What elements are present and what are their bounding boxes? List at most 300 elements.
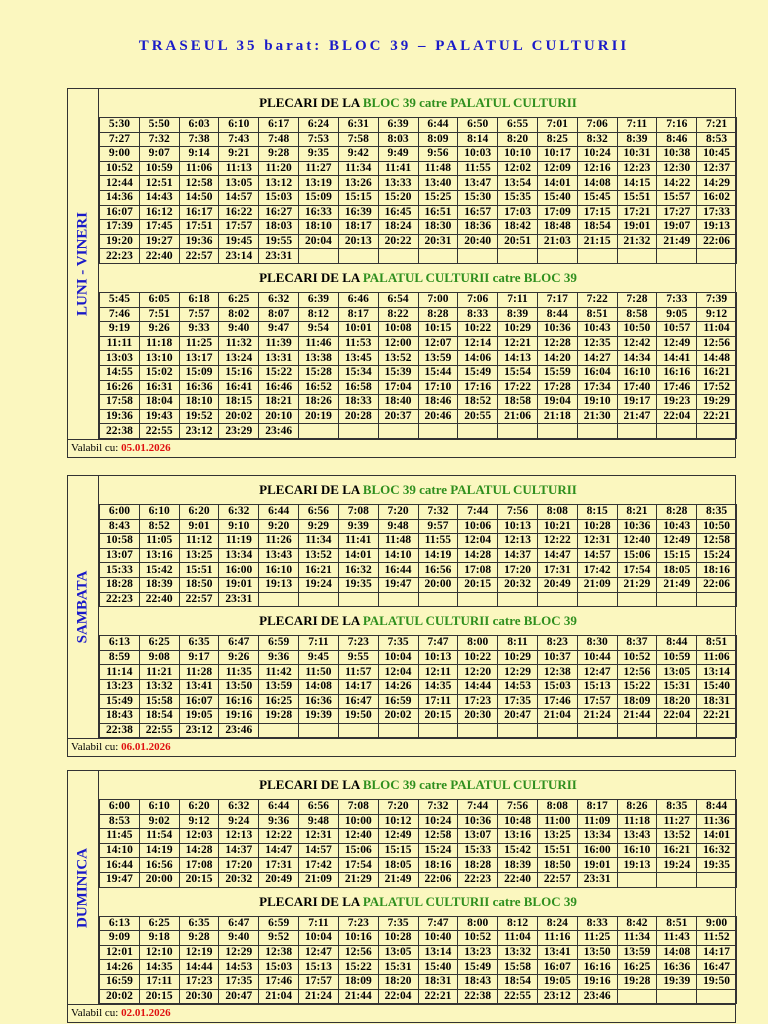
time-cell: 14:13 bbox=[498, 351, 538, 366]
time-cell: 14:37 bbox=[219, 843, 259, 858]
time-cell: 15:09 bbox=[299, 190, 339, 205]
time-cell: 16:31 bbox=[139, 380, 179, 395]
time-cell: 16:16 bbox=[657, 365, 697, 380]
time-cell: 15:44 bbox=[418, 365, 458, 380]
time-cell: 6:24 bbox=[299, 118, 339, 133]
time-cell: 14:01 bbox=[537, 176, 577, 191]
time-cell: 20:47 bbox=[219, 989, 259, 1004]
time-cell: 16:21 bbox=[697, 365, 737, 380]
time-cell: 20:22 bbox=[378, 234, 418, 249]
time-cell: 6:17 bbox=[259, 118, 299, 133]
time-cell: 17:42 bbox=[577, 563, 617, 578]
time-cell: 23:31 bbox=[577, 872, 617, 887]
time-cell: 9:14 bbox=[179, 147, 219, 162]
time-cell: 16:21 bbox=[657, 843, 697, 858]
time-cell: 18:28 bbox=[458, 858, 498, 873]
time-cell: 11:25 bbox=[577, 931, 617, 946]
time-cell: 7:46 bbox=[100, 307, 140, 322]
schedule-frame bbox=[67, 770, 736, 1005]
time-cell: 7:22 bbox=[577, 292, 617, 307]
time-cell: 21:29 bbox=[617, 577, 657, 592]
time-cell: 9:00 bbox=[100, 147, 140, 162]
time-cell: 21:30 bbox=[577, 409, 617, 424]
time-cell: 15:51 bbox=[179, 563, 219, 578]
time-cell: 7:16 bbox=[657, 118, 697, 133]
time-cell: 13:25 bbox=[537, 829, 577, 844]
time-cell: 7:44 bbox=[458, 505, 498, 520]
time-cell: 8:23 bbox=[537, 636, 577, 651]
time-cell: 8:52 bbox=[139, 519, 179, 534]
table-row bbox=[100, 424, 737, 439]
table-row bbox=[100, 989, 737, 1004]
time-cell: 19:17 bbox=[617, 395, 657, 410]
time-cell: 11:04 bbox=[697, 322, 737, 337]
time-cell: 20:15 bbox=[179, 872, 219, 887]
time-cell: 6:47 bbox=[219, 636, 259, 651]
time-cell: 10:50 bbox=[697, 519, 737, 534]
time-cell: 22:04 bbox=[378, 989, 418, 1004]
time-cell: 7:38 bbox=[179, 132, 219, 147]
time-cell: 16:41 bbox=[219, 380, 259, 395]
time-cell: 10:43 bbox=[577, 322, 617, 337]
time-cell: 7:06 bbox=[458, 292, 498, 307]
time-cell: 10:52 bbox=[617, 650, 657, 665]
table-row bbox=[100, 679, 737, 694]
time-cell: 9:08 bbox=[139, 650, 179, 665]
time-cell: 19:50 bbox=[338, 709, 378, 724]
time-cell: 9:35 bbox=[299, 147, 339, 162]
time-cell: 8:43 bbox=[100, 519, 140, 534]
time-cell: 17:08 bbox=[458, 563, 498, 578]
time-cell: 14:53 bbox=[219, 960, 259, 975]
time-cell: 10:52 bbox=[100, 161, 140, 176]
header-route: PALATUL CULTURII catre BLOC 39 bbox=[362, 613, 577, 629]
time-cell: 19:16 bbox=[219, 709, 259, 724]
time-cell: 19:10 bbox=[577, 395, 617, 410]
time-cell: 13:19 bbox=[299, 176, 339, 191]
time-cell: 13:17 bbox=[179, 351, 219, 366]
time-cell: 18:43 bbox=[458, 974, 498, 989]
time-cell: 15:49 bbox=[458, 365, 498, 380]
time-cell: 17:27 bbox=[657, 205, 697, 220]
time-cell: 15:03 bbox=[259, 960, 299, 975]
time-cell: 9:02 bbox=[139, 814, 179, 829]
time-cell: 13:14 bbox=[697, 665, 737, 680]
time-cell: 9:36 bbox=[259, 650, 299, 665]
time-cell: 15:51 bbox=[617, 190, 657, 205]
time-cell: 19:55 bbox=[259, 234, 299, 249]
time-cell: 12:47 bbox=[299, 945, 339, 960]
time-cell: 10:59 bbox=[657, 650, 697, 665]
time-cell: 6:31 bbox=[338, 118, 378, 133]
time-cell: 15:20 bbox=[378, 190, 418, 205]
time-cell: 15:30 bbox=[458, 190, 498, 205]
time-cell: 12:10 bbox=[139, 945, 179, 960]
time-cell: 14:47 bbox=[537, 548, 577, 563]
time-cell: 20:02 bbox=[100, 989, 140, 1004]
time-cell: 15:13 bbox=[299, 960, 339, 975]
time-cell: 22:55 bbox=[139, 424, 179, 439]
time-cell: 16:10 bbox=[617, 365, 657, 380]
time-cell: 12:14 bbox=[458, 336, 498, 351]
day-label-cell bbox=[68, 771, 99, 1004]
time-cell: 22:55 bbox=[139, 723, 179, 738]
time-cell: 11:41 bbox=[378, 161, 418, 176]
time-cell: 12:58 bbox=[418, 829, 458, 844]
time-cell bbox=[299, 249, 339, 264]
time-cell: 18:16 bbox=[418, 858, 458, 873]
time-cell: 9:40 bbox=[219, 322, 259, 337]
time-cell: 10:29 bbox=[498, 322, 538, 337]
time-cell: 5:45 bbox=[100, 292, 140, 307]
time-cell: 18:09 bbox=[617, 694, 657, 709]
time-cell: 19:01 bbox=[577, 858, 617, 873]
time-cell: 14:55 bbox=[100, 365, 140, 380]
time-cell: 12:23 bbox=[617, 161, 657, 176]
time-cell bbox=[537, 424, 577, 439]
header-prefix: PLECARI DE LA bbox=[259, 482, 360, 497]
time-cell: 16:32 bbox=[697, 843, 737, 858]
time-cell: 9:19 bbox=[100, 322, 140, 337]
time-cell: 20:51 bbox=[498, 234, 538, 249]
time-cell: 18:05 bbox=[657, 563, 697, 578]
time-cell bbox=[259, 592, 299, 607]
time-cell: 18:24 bbox=[378, 220, 418, 235]
header-prefix: PLECARI DE LA bbox=[259, 893, 360, 909]
time-cell: 13:52 bbox=[299, 548, 339, 563]
time-cell: 6:10 bbox=[139, 800, 179, 815]
time-cell: 22:57 bbox=[537, 872, 577, 887]
time-cell: 9:05 bbox=[657, 307, 697, 322]
time-cell: 16:25 bbox=[259, 694, 299, 709]
day-label-cell bbox=[68, 89, 99, 439]
time-cell: 20:30 bbox=[458, 709, 498, 724]
time-cell: 5:50 bbox=[139, 118, 179, 133]
time-cell: 6:32 bbox=[219, 800, 259, 815]
time-cell: 6:20 bbox=[179, 505, 219, 520]
table-row bbox=[100, 519, 737, 534]
time-cell: 13:41 bbox=[537, 945, 577, 960]
time-cell: 13:43 bbox=[259, 548, 299, 563]
time-cell: 11:36 bbox=[697, 814, 737, 829]
time-cell: 10:36 bbox=[617, 519, 657, 534]
time-cell bbox=[299, 592, 339, 607]
time-cell: 10:29 bbox=[498, 650, 538, 665]
time-cell: 15:24 bbox=[418, 843, 458, 858]
time-cell: 16:47 bbox=[697, 960, 737, 975]
time-cell bbox=[299, 723, 339, 738]
table-row bbox=[100, 665, 737, 680]
time-cell: 10:04 bbox=[378, 650, 418, 665]
table-row bbox=[100, 960, 737, 975]
time-cell: 22:21 bbox=[697, 409, 737, 424]
time-cell: 23:46 bbox=[219, 723, 259, 738]
time-cell bbox=[697, 989, 737, 1004]
time-cell: 6:20 bbox=[179, 800, 219, 815]
time-cell: 16:25 bbox=[617, 960, 657, 975]
time-cell: 21:32 bbox=[617, 234, 657, 249]
time-cell: 11:14 bbox=[100, 665, 140, 680]
time-cell: 21:18 bbox=[537, 409, 577, 424]
table-row bbox=[100, 118, 737, 133]
table-row bbox=[100, 147, 737, 162]
time-cell: 18:42 bbox=[498, 220, 538, 235]
time-cell: 7:44 bbox=[458, 800, 498, 815]
time-cell bbox=[498, 592, 538, 607]
time-cell: 14:01 bbox=[338, 548, 378, 563]
time-cell: 13:07 bbox=[458, 829, 498, 844]
time-cell: 6:55 bbox=[498, 118, 538, 133]
time-cell: 19:35 bbox=[338, 577, 378, 592]
time-cell: 10:15 bbox=[418, 322, 458, 337]
time-cell: 15:06 bbox=[617, 548, 657, 563]
time-cell: 17:31 bbox=[259, 858, 299, 873]
time-cell: 20:10 bbox=[259, 409, 299, 424]
time-cell: 14:36 bbox=[100, 190, 140, 205]
time-cell: 19:36 bbox=[100, 409, 140, 424]
table-row bbox=[100, 577, 737, 592]
time-cell: 19:05 bbox=[179, 709, 219, 724]
time-cell: 16:56 bbox=[418, 563, 458, 578]
time-cell: 8:03 bbox=[378, 132, 418, 147]
time-cell bbox=[657, 592, 697, 607]
time-cell: 17:39 bbox=[100, 220, 140, 235]
time-cell: 11:34 bbox=[338, 161, 378, 176]
time-cell: 9:33 bbox=[179, 322, 219, 337]
time-cell: 7:11 bbox=[299, 916, 339, 931]
time-cell: 22:23 bbox=[458, 872, 498, 887]
time-cell: 7:32 bbox=[139, 132, 179, 147]
time-cell: 7:08 bbox=[338, 800, 378, 815]
time-cell: 17:31 bbox=[537, 563, 577, 578]
time-cell: 17:11 bbox=[139, 974, 179, 989]
time-cell: 14:35 bbox=[418, 679, 458, 694]
time-cell: 8:02 bbox=[219, 307, 259, 322]
time-cell: 10:59 bbox=[139, 161, 179, 176]
time-cell bbox=[657, 723, 697, 738]
time-cell: 8:51 bbox=[697, 636, 737, 651]
time-cell: 12:28 bbox=[537, 336, 577, 351]
time-cell: 23:12 bbox=[179, 424, 219, 439]
time-cell: 15:22 bbox=[617, 679, 657, 694]
time-cell: 8:00 bbox=[458, 636, 498, 651]
time-cell: 11:16 bbox=[537, 931, 577, 946]
time-cell: 20:32 bbox=[498, 577, 538, 592]
time-cell: 19:35 bbox=[697, 858, 737, 873]
table-row bbox=[100, 858, 737, 873]
time-cell: 13:47 bbox=[458, 176, 498, 191]
time-cell: 20:15 bbox=[139, 989, 179, 1004]
table-row bbox=[100, 176, 737, 191]
time-cell: 21:47 bbox=[617, 409, 657, 424]
time-cell: 20:00 bbox=[418, 577, 458, 592]
time-cell: 21:49 bbox=[657, 234, 697, 249]
time-cell: 15:15 bbox=[657, 548, 697, 563]
time-cell: 16:02 bbox=[697, 190, 737, 205]
time-cell: 10:37 bbox=[537, 650, 577, 665]
time-cell: 18:36 bbox=[458, 220, 498, 235]
time-cell: 11:48 bbox=[378, 534, 418, 549]
back-table bbox=[99, 916, 737, 1005]
time-cell: 17:10 bbox=[418, 380, 458, 395]
time-cell: 18:17 bbox=[338, 220, 378, 235]
time-cell: 19:13 bbox=[259, 577, 299, 592]
time-cell: 15:57 bbox=[657, 190, 697, 205]
time-cell: 12:49 bbox=[657, 534, 697, 549]
time-cell: 15:40 bbox=[418, 960, 458, 975]
time-cell: 15:42 bbox=[139, 563, 179, 578]
time-cell: 10:28 bbox=[378, 931, 418, 946]
time-cell: 11:43 bbox=[657, 931, 697, 946]
time-cell: 14:37 bbox=[498, 548, 538, 563]
time-cell: 12:07 bbox=[418, 336, 458, 351]
table-row bbox=[100, 829, 737, 844]
time-cell: 19:47 bbox=[378, 577, 418, 592]
time-cell: 11:19 bbox=[219, 534, 259, 549]
time-cell bbox=[498, 424, 538, 439]
time-cell: 21:09 bbox=[577, 577, 617, 592]
time-cell: 20:28 bbox=[338, 409, 378, 424]
time-cell: 16:04 bbox=[577, 365, 617, 380]
time-cell: 11:06 bbox=[697, 650, 737, 665]
back-header bbox=[99, 888, 737, 916]
time-cell: 14:08 bbox=[577, 176, 617, 191]
time-cell: 18:39 bbox=[139, 577, 179, 592]
page-title: TRASEUL 35 barat: BLOC 39 – PALATUL CULTURII bbox=[138, 38, 630, 54]
schedule-frame bbox=[67, 88, 736, 440]
time-cell: 17:11 bbox=[418, 694, 458, 709]
time-cell: 9:39 bbox=[338, 519, 378, 534]
out-header bbox=[99, 89, 737, 117]
valid-date: 06.01.2026 bbox=[121, 741, 171, 754]
time-cell: 10:13 bbox=[498, 519, 538, 534]
time-cell: 8:28 bbox=[418, 307, 458, 322]
time-cell: 12:35 bbox=[577, 336, 617, 351]
time-cell: 6:44 bbox=[259, 505, 299, 520]
time-cell: 18:50 bbox=[179, 577, 219, 592]
time-cell: 15:33 bbox=[100, 563, 140, 578]
time-cell: 22:06 bbox=[418, 872, 458, 887]
time-cell: 16:56 bbox=[139, 858, 179, 873]
time-cell: 9:10 bbox=[219, 519, 259, 534]
time-cell: 18:20 bbox=[378, 974, 418, 989]
time-cell: 13:03 bbox=[100, 351, 140, 366]
time-cell: 19:23 bbox=[657, 395, 697, 410]
time-cell: 12:21 bbox=[498, 336, 538, 351]
table-row bbox=[100, 161, 737, 176]
time-cell: 13:12 bbox=[259, 176, 299, 191]
time-cell: 6:10 bbox=[219, 118, 259, 133]
time-cell: 13:41 bbox=[179, 679, 219, 694]
time-cell: 22:23 bbox=[100, 592, 140, 607]
time-cell: 9:24 bbox=[219, 814, 259, 829]
time-cell: 6:44 bbox=[259, 800, 299, 815]
time-cell: 6:32 bbox=[259, 292, 299, 307]
time-cell bbox=[498, 249, 538, 264]
time-cell: 20:15 bbox=[418, 709, 458, 724]
time-cell: 18:28 bbox=[100, 577, 140, 592]
table-row bbox=[100, 322, 737, 337]
time-cell: 21:03 bbox=[537, 234, 577, 249]
time-cell: 8:15 bbox=[577, 505, 617, 520]
time-cell: 10:21 bbox=[537, 519, 577, 534]
time-cell: 16:59 bbox=[100, 974, 140, 989]
time-cell: 17:22 bbox=[498, 380, 538, 395]
time-cell: 6:00 bbox=[100, 800, 140, 815]
time-cell: 12:22 bbox=[537, 534, 577, 549]
time-cell: 8:20 bbox=[498, 132, 538, 147]
time-cell bbox=[378, 249, 418, 264]
time-cell: 23:46 bbox=[259, 424, 299, 439]
time-cell: 6:56 bbox=[299, 800, 339, 815]
time-cell: 14:28 bbox=[179, 843, 219, 858]
time-cell: 16:10 bbox=[259, 563, 299, 578]
time-cell: 17:45 bbox=[139, 220, 179, 235]
table-row bbox=[100, 636, 737, 651]
time-cell: 18:30 bbox=[418, 220, 458, 235]
time-cell: 16:07 bbox=[179, 694, 219, 709]
time-cell: 17:33 bbox=[697, 205, 737, 220]
time-cell: 7:06 bbox=[577, 118, 617, 133]
time-cell: 13:34 bbox=[219, 548, 259, 563]
time-cell: 11:12 bbox=[179, 534, 219, 549]
table-row bbox=[100, 365, 737, 380]
time-cell: 16:00 bbox=[577, 843, 617, 858]
time-cell: 12:56 bbox=[617, 665, 657, 680]
time-cell: 11:55 bbox=[458, 161, 498, 176]
time-cell: 18:04 bbox=[139, 395, 179, 410]
time-cell: 6:47 bbox=[219, 916, 259, 931]
table-row bbox=[100, 800, 737, 815]
table-row bbox=[100, 974, 737, 989]
time-cell: 15:24 bbox=[697, 548, 737, 563]
time-cell: 16:36 bbox=[299, 694, 339, 709]
time-cell: 16:36 bbox=[179, 380, 219, 395]
time-cell: 19:28 bbox=[259, 709, 299, 724]
time-cell: 15:22 bbox=[338, 960, 378, 975]
time-cell: 15:51 bbox=[537, 843, 577, 858]
time-cell: 8:21 bbox=[617, 505, 657, 520]
time-cell: 13:59 bbox=[617, 945, 657, 960]
table-row bbox=[100, 931, 737, 946]
time-cell bbox=[697, 592, 737, 607]
time-cell: 12:04 bbox=[378, 665, 418, 680]
time-cell: 17:20 bbox=[498, 563, 538, 578]
table-row bbox=[100, 534, 737, 549]
time-cell: 6:35 bbox=[179, 916, 219, 931]
time-cell: 19:50 bbox=[697, 974, 737, 989]
time-cell: 15:49 bbox=[458, 960, 498, 975]
table-row bbox=[100, 395, 737, 410]
time-cell: 13:05 bbox=[657, 665, 697, 680]
time-cell: 8:42 bbox=[617, 916, 657, 931]
time-cell: 13:33 bbox=[378, 176, 418, 191]
time-cell: 10:24 bbox=[418, 814, 458, 829]
time-cell: 18:31 bbox=[418, 974, 458, 989]
time-cell: 8:32 bbox=[577, 132, 617, 147]
time-cell: 18:46 bbox=[418, 395, 458, 410]
time-cell: 13:50 bbox=[219, 679, 259, 694]
time-cell: 9:09 bbox=[100, 931, 140, 946]
time-cell bbox=[617, 424, 657, 439]
time-cell bbox=[657, 424, 697, 439]
time-cell: 9:00 bbox=[697, 916, 737, 931]
time-cell: 15:40 bbox=[537, 190, 577, 205]
time-cell: 21:24 bbox=[299, 989, 339, 1004]
header-route: PALATUL CULTURII catre BLOC 39 bbox=[362, 893, 577, 909]
time-cell: 12:47 bbox=[577, 665, 617, 680]
time-cell: 13:38 bbox=[299, 351, 339, 366]
